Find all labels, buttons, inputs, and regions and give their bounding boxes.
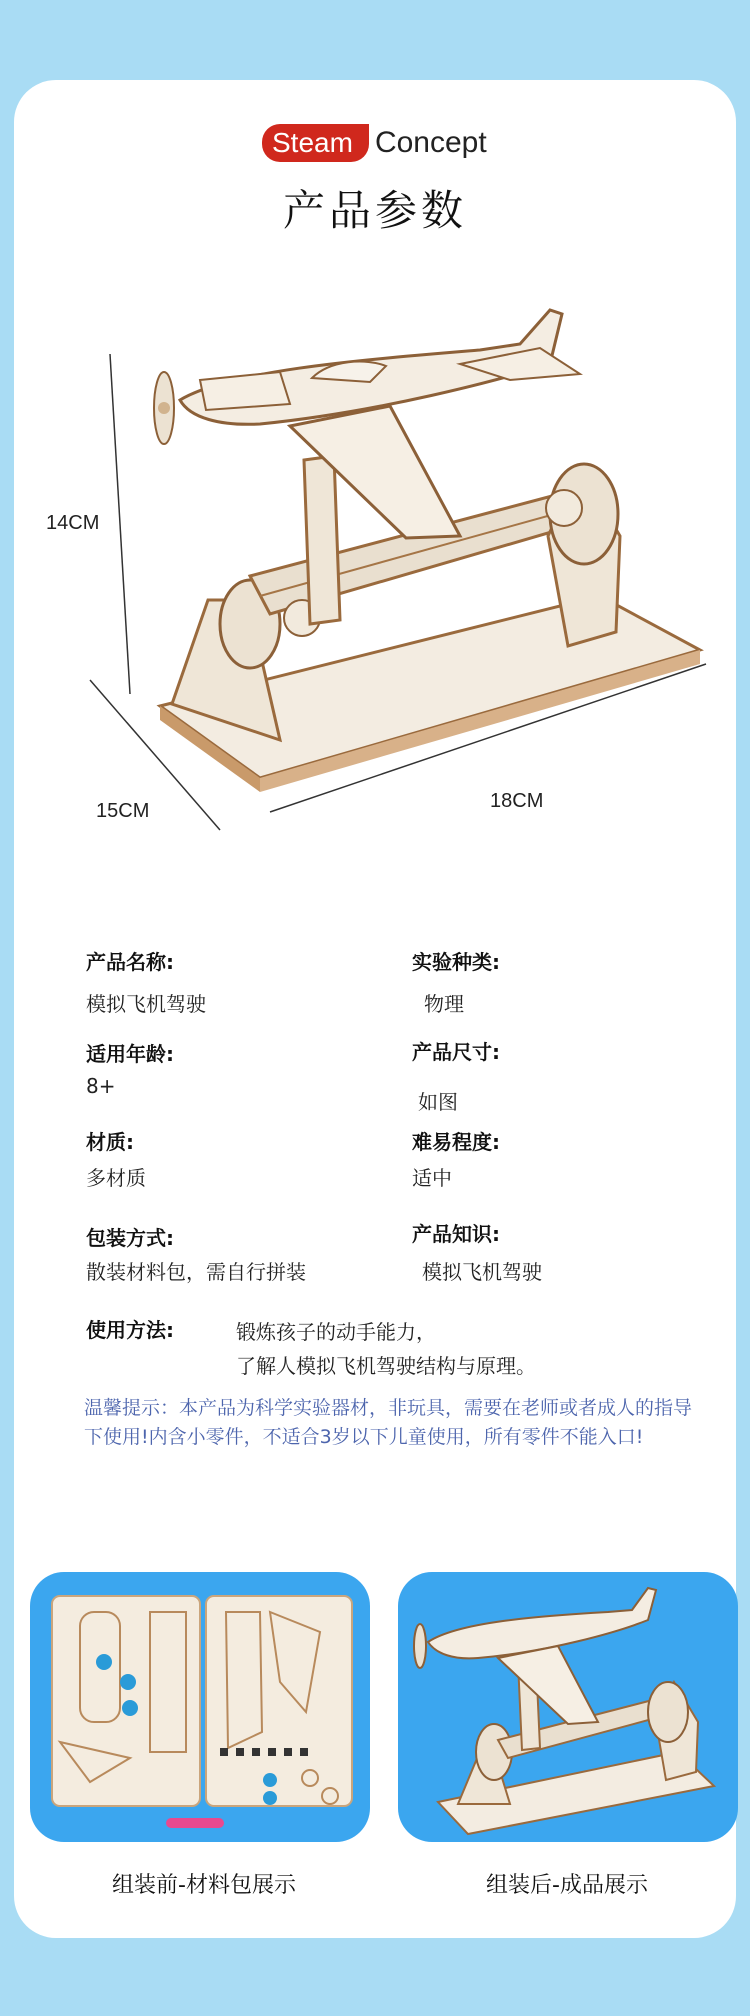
brand-word: Concept <box>374 126 487 159</box>
depth-dimension: 15CM <box>96 800 150 822</box>
photo-assembled-model <box>398 1572 738 1842</box>
spec-value-difficulty: 适中 <box>412 1166 452 1190</box>
brand-pill: Steam <box>262 124 369 162</box>
spec-value-name: 模拟飞机驾驶 <box>86 992 206 1016</box>
brand-logo <box>262 124 487 162</box>
assembled-model-image <box>398 1572 738 1842</box>
spec-label-difficulty: 难易程度: <box>412 1130 500 1154</box>
warning-note: 温馨提示：本产品为科学实验器材，非玩具，需要在老师或者成人的指导下使用!内含小零件，不适合3岁以下儿童使用，所有零件不能入口! <box>84 1397 693 1448</box>
airplane-model-illustration <box>80 300 720 840</box>
caption-assembled-model: 组装后-成品展示 <box>486 1873 648 1898</box>
spec-value-type: 物理 <box>424 992 464 1016</box>
usage-line-2: 了解人模拟飞机驾驶结构与原理。 <box>236 1354 536 1378</box>
photo-kit-parts <box>30 1572 370 1842</box>
spec-label-size: 产品尺寸: <box>412 1040 500 1064</box>
spec-value-age: 8+ <box>86 1074 116 1098</box>
spec-label-type: 实验种类: <box>412 950 500 974</box>
spec-label-knowledge: 产品知识: <box>412 1222 500 1246</box>
spec-value-size: 如图 <box>418 1090 458 1114</box>
spec-label-name: 产品名称: <box>86 950 174 974</box>
spec-value-knowledge: 模拟飞机驾驶 <box>422 1260 542 1284</box>
spec-label-material: 材质: <box>86 1130 134 1154</box>
spec-value-material: 多材质 <box>86 1166 146 1190</box>
caption-kit-parts: 组装前-材料包展示 <box>112 1873 296 1898</box>
usage-line-1: 锻炼孩子的动手能力， <box>236 1320 436 1344</box>
page-title: 产品参数 <box>282 186 467 235</box>
spec-label-age: 适用年龄: <box>86 1042 174 1066</box>
width-dimension: 18CM <box>490 790 544 812</box>
kit-sheets-image <box>30 1572 370 1842</box>
spec-value-package: 散装材料包，需自行拼装 <box>86 1260 306 1284</box>
height-dimension: 14CM <box>46 512 100 534</box>
spec-label-package: 包装方式: <box>86 1226 174 1250</box>
usage-label: 使用方法: <box>86 1318 174 1342</box>
